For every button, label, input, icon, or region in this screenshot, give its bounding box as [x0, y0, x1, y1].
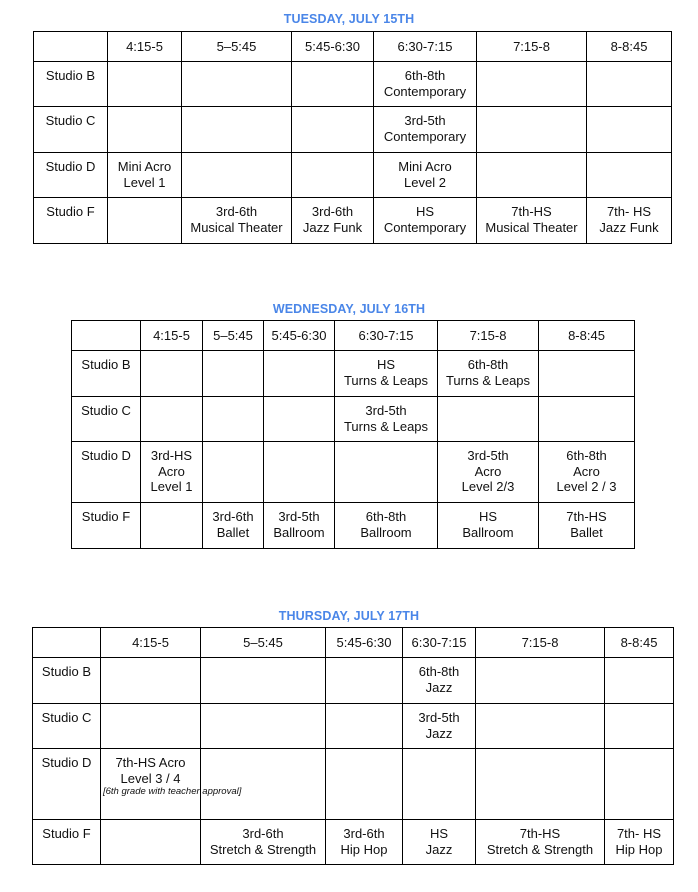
studio-label: Studio D [33, 749, 101, 820]
class-cell [587, 107, 672, 153]
studio-label: Studio F [34, 198, 108, 244]
class-cell [264, 351, 335, 397]
time-header: 7:15-8 [477, 32, 587, 62]
class-cell [326, 658, 403, 704]
time-header: 6:30-7:15 [335, 321, 438, 351]
time-header: 7:15-8 [476, 628, 605, 658]
class-cell: 7th- HS Hip Hop [605, 820, 674, 865]
class-cell [605, 704, 674, 749]
day-title: WEDNESDAY, JULY 16TH [272, 302, 426, 316]
class-cell [203, 397, 264, 442]
class-cell [203, 351, 264, 397]
class-cell [326, 749, 403, 820]
class-cell: 7th-HS Acro Level 3 / 4 [6th grade with teacher approval] [101, 749, 201, 820]
class-cell: HS Turns & Leaps [335, 351, 438, 397]
class-cell [292, 62, 374, 107]
studio-label: Studio B [33, 658, 101, 704]
class-cell: 6th-8th Ballroom [335, 503, 438, 549]
studio-label: Studio D [34, 153, 108, 198]
class-cell [476, 704, 605, 749]
schedule-table-tuesday [33, 31, 672, 244]
class-cell: 7th-HS Stretch & Strength [476, 820, 605, 865]
class-cell: HS Jazz [403, 820, 476, 865]
class-cell [587, 153, 672, 198]
class-cell [539, 351, 635, 397]
class-cell [201, 658, 326, 704]
time-header: 6:30-7:15 [403, 628, 476, 658]
class-cell [326, 704, 403, 749]
class-cell [476, 749, 605, 820]
schedule-table-wednesday [71, 320, 635, 549]
class-cell: 3rd-5th Acro Level 2/3 [438, 442, 539, 503]
class-cell [108, 107, 182, 153]
class-cell: 6th-8th Contemporary [374, 62, 477, 107]
studio-label: Studio F [72, 503, 141, 549]
time-header: 8-8:45 [605, 628, 674, 658]
class-cell [182, 107, 292, 153]
studio-label: Studio B [34, 62, 108, 107]
class-cell [201, 704, 326, 749]
time-header: 8-8:45 [587, 32, 672, 62]
class-cell: 3rd-5th Ballroom [264, 503, 335, 549]
class-cell: 3rd-6th Hip Hop [326, 820, 403, 865]
class-cell [182, 153, 292, 198]
time-header: 6:30-7:15 [374, 32, 477, 62]
class-cell: 3rd-5th Turns & Leaps [335, 397, 438, 442]
class-cell: 7th-HS Ballet [539, 503, 635, 549]
studio-label: Studio C [34, 107, 108, 153]
class-cell [476, 658, 605, 704]
schedule-table-thursday [32, 627, 674, 865]
studio-label: Studio B [72, 351, 141, 397]
class-cell [141, 351, 203, 397]
studio-label: Studio D [72, 442, 141, 503]
class-cell [264, 442, 335, 503]
class-cell: 6th-8th Jazz [403, 658, 476, 704]
class-cell [101, 704, 201, 749]
class-cell [477, 107, 587, 153]
studio-label: Studio C [33, 704, 101, 749]
header-corner [72, 321, 141, 351]
class-cell [182, 62, 292, 107]
class-cell: Mini Acro Level 1 [108, 153, 182, 198]
class-cell [292, 153, 374, 198]
time-header: 4:15-5 [101, 628, 201, 658]
studio-label: Studio F [33, 820, 101, 865]
class-cell: 3rd-6th Jazz Funk [292, 198, 374, 244]
class-cell: 3rd-5th Jazz [403, 704, 476, 749]
class-cell [587, 62, 672, 107]
time-header: 5:45-6:30 [326, 628, 403, 658]
time-header: 4:15-5 [108, 32, 182, 62]
class-cell: HS Contemporary [374, 198, 477, 244]
time-header: 4:15-5 [141, 321, 203, 351]
class-cell [141, 397, 203, 442]
time-header: 5–5:45 [203, 321, 264, 351]
class-cell [108, 198, 182, 244]
class-cell: 7th- HS Jazz Funk [587, 198, 672, 244]
time-header: 8-8:45 [539, 321, 635, 351]
class-cell: 6th-8th Turns & Leaps [438, 351, 539, 397]
time-header: 5:45-6:30 [292, 32, 374, 62]
time-header: 5–5:45 [201, 628, 326, 658]
class-cell [101, 820, 201, 865]
day-title: TUESDAY, JULY 15TH [283, 12, 415, 26]
class-cell [141, 503, 203, 549]
class-cell [335, 442, 438, 503]
class-cell: 3rd-6th Musical Theater [182, 198, 292, 244]
class-cell: HS Ballroom [438, 503, 539, 549]
header-corner [34, 32, 108, 62]
class-cell: 3rd-5th Contemporary [374, 107, 477, 153]
class-cell [605, 658, 674, 704]
class-cell: 3rd-6th Stretch & Strength [201, 820, 326, 865]
class-cell [203, 442, 264, 503]
class-cell [539, 397, 635, 442]
approval-note: [6th grade with teacher approval] [103, 786, 242, 797]
class-cell: 6th-8th Acro Level 2 / 3 [539, 442, 635, 503]
class-cell [264, 397, 335, 442]
class-cell [292, 107, 374, 153]
class-cell [403, 749, 476, 820]
class-cell [477, 153, 587, 198]
time-header: 5:45-6:30 [264, 321, 335, 351]
class-cell [201, 749, 326, 820]
class-cell [438, 397, 539, 442]
time-header: 5–5:45 [182, 32, 292, 62]
class-cell: Mini Acro Level 2 [374, 153, 477, 198]
day-title: THURSDAY, JULY 17TH [278, 609, 420, 623]
class-cell [605, 749, 674, 820]
studio-label: Studio C [72, 397, 141, 442]
class-cell: 7th-HS Musical Theater [477, 198, 587, 244]
class-cell [477, 62, 587, 107]
class-cell: 3rd-6th Ballet [203, 503, 264, 549]
time-header: 7:15-8 [438, 321, 539, 351]
class-cell [108, 62, 182, 107]
header-corner [33, 628, 101, 658]
class-cell [101, 658, 201, 704]
class-cell: 3rd-HS Acro Level 1 [141, 442, 203, 503]
